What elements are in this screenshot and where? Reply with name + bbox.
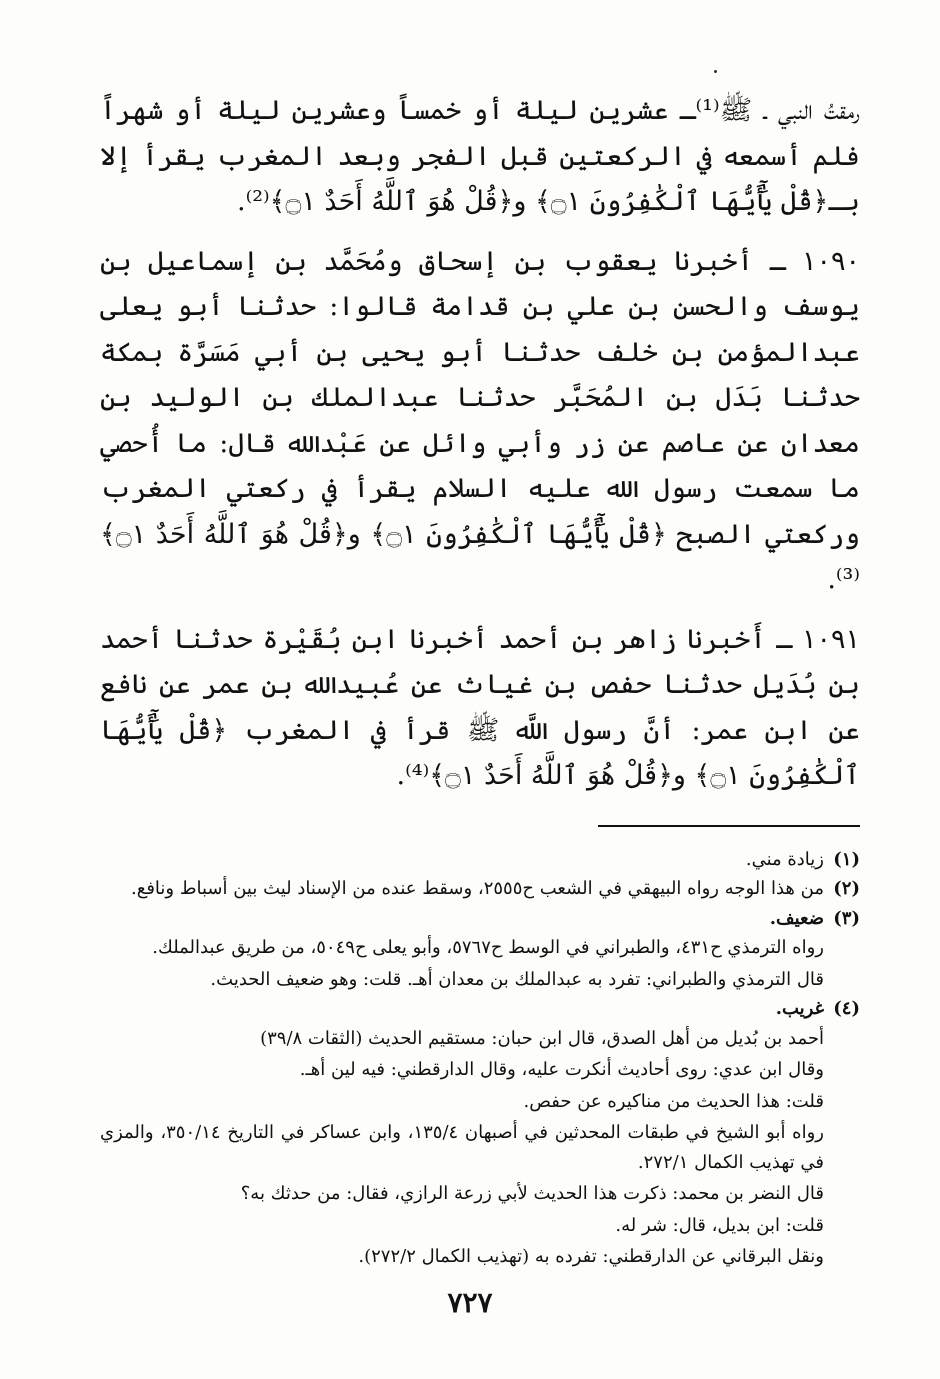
paragraph-hadith-1091: ١٠٩١ ـ أَخبرنا زاهر بن أحمد أخبرنا ابن بُقَيْرة حدثنا أحمد بن بُدَيل حدثنا حفص بن غياث عن عُبيدالله بن عمر عن نافع عن ابن عمر: أنَّ رسول اللَّه ﷺ قرأ في المغرب ﴿قُلْ يَٰٓأَيُّهَا ٱلْكَٰفِرُونَ ۝١﴾ و﴿قُلْ هُوَ ٱللَّهُ أَحَدٌ ۝١﴾⁽⁴⁾.: [100, 623, 860, 791]
footnote-line: قلت: هذا الحديث من مناكيره عن حفص.: [523, 1090, 824, 1112]
footnote-line: رواه الترمذي ح٤٣١، والطبراني في الوسط ح٥٧٦٧، وأبو يعلى ح٥٠٤٩، من طريق عبدالملك.: [152, 937, 824, 958]
footnote-line: قلت: ابن بديل، قال: شر له.: [615, 1214, 824, 1236]
footnote-body: [100, 845, 824, 875]
footnote-line: أحمد بن بُديل من أهل الصدق، قال ابن حبان: مستقيم الحديث (الثقات ٣٩/٨): [260, 1027, 824, 1049]
footnote-grade: ضعيف.: [769, 907, 824, 929]
footnote-body: [100, 994, 824, 1272]
footnote-number: (٤): [833, 998, 860, 1019]
paragraph-hadith-1090: ١٠٩٠ ـ أخبرنا يعقوب بن إسحاق ومُحَمَّد بن إسماعيل بن يوسف والحسن بن علي بن قدامة قالوا: حدثنا أبو يعلى عبدالمؤمن بن خلف حدثنا أبو يحيى بن أبي مَسَرَّة بمكة حدثنا بَدَل بن المُحَبَّر حدثنا عبدالملك بن الوليد بن معدان عن عاصم عن زر وأبي وائل عن عَبْدالله قال: ما أُحصي ما سمعت رسول الله عليه السلام يقرأ في ركعتي المغرب وركعتي الصبح ﴿قُلْ يَٰٓأَيُّهَا ٱلْكَٰفِرُونَ ۝١﴾ و﴿قُلْ هُوَ ٱللَّهُ أَحَدٌ ۝١﴾⁽³⁾.: [100, 245, 860, 595]
footnote-number: (٣): [833, 907, 860, 929]
footnote-number: (١): [833, 848, 860, 870]
footnote-number: (٢): [833, 878, 860, 899]
footnote-4: [100, 994, 860, 1272]
footnote-body: [100, 874, 824, 904]
footnote-line: قال الترمذي والطبراني: تفرد به عبدالملك بن معدان أهـ. قلت: وهو ضعيف الحديث.: [210, 968, 824, 990]
footnote-line: وقال ابن عدي: روى أحاديث أنكرت عليه، وقال الدارقطني: فيه لين أهـ.: [299, 1059, 824, 1080]
footnote-line: من هذا الوجه رواه البيهقي في الشعب ح٢٥٥٥، وسقط عنده من الإسناد ليث بين أسباط ونافع.: [131, 878, 824, 899]
ink-speck: [714, 70, 717, 73]
footnotes: [100, 845, 860, 1272]
footnote-separator: [598, 825, 860, 827]
footnote-3: [100, 904, 860, 995]
paragraph-1: رمقتُ النبي ـ ﷺ⁽¹⁾ـ عشرين ليلة أو خمساً وعشرين ليلة أو شهراً فلم أسمعه في الركعتين قبل الفجر وبعد المغرب يقرأ إلا بـ﴿قُلْ يَٰٓأَيُّهَا ٱلْكَٰفِرُونَ ۝١﴾ و﴿قُلْ هُوَ ٱللَّهُ أَحَدٌ ۝١﴾⁽²⁾.: [100, 95, 860, 217]
footnote-line: قال النضر بن محمد: ذكرت هذا الحديث لأبي زرعة الرازي، فقال: من حدثك به؟: [240, 1183, 824, 1204]
footnote-1: [100, 845, 860, 875]
page-content: [100, 88, 860, 1272]
footnote-body: [100, 904, 824, 995]
footnote-line: ونقل البرقاني عن الدارقطني: تفرده به (تهذيب الكمال ٢٧٢/٢).: [358, 1246, 824, 1267]
footnote-line: رواه أبو الشيخ في طبقات المحدثين في أصبهان ١٣٥/٤، وابن عساكر في التاريخ ٣٥٠/١٤، والمزي في تهذيب الكمال ٢٧٢/١.: [100, 1122, 825, 1173]
main-text: [100, 88, 860, 799]
footnote-line: زيادة مني.: [745, 848, 824, 870]
page-number: ٧٢٧: [447, 1286, 493, 1319]
footnote-grade: غريب.: [775, 998, 824, 1019]
footnote-2: [100, 874, 860, 904]
